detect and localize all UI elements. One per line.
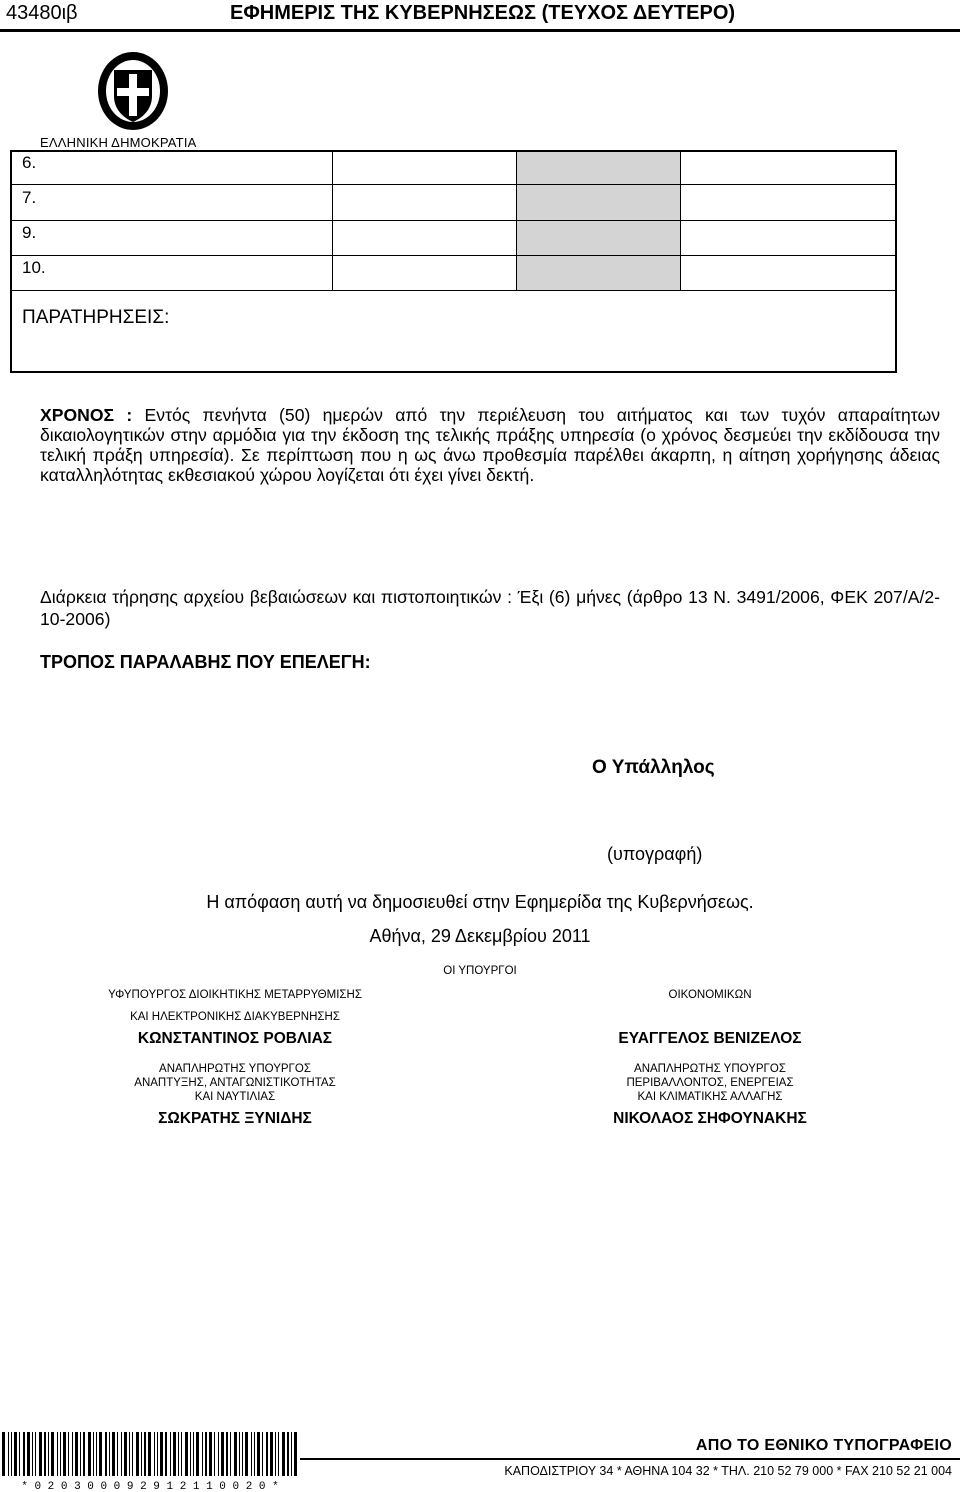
time-paragraph: [40, 405, 940, 485]
column-divider: [332, 152, 333, 290]
barcode-bar: [294, 1432, 297, 1476]
barcode-bar: [154, 1432, 155, 1476]
row-divider: [12, 290, 895, 291]
column-divider: [680, 152, 681, 290]
barcode-bar: [170, 1432, 171, 1476]
remarks-label: ΠΑΡΑΤΗΡΗΣΕΙΣ:: [22, 307, 170, 328]
barcode-digits: * 0 2 0 3 0 0 0 9 2 9 1 2 1 1 0 0 2 0 *: [21, 1481, 279, 1492]
signatory-right-top: [560, 988, 860, 1048]
footer-rule: [300, 1458, 960, 1460]
time-label: ΧΡΟΝΟΣ :: [40, 405, 133, 425]
barcode-bar: [124, 1432, 127, 1476]
signatory-title: ΑΝΑΠΤΥΞΗΣ, ΑΝΤΑΓΩΝΙΣΤΙΚΟΤΗΤΑΣ: [134, 1077, 336, 1089]
barcode-bar: [132, 1432, 133, 1476]
barcode-bar: [2, 1432, 5, 1476]
barcode-bar: [234, 1432, 237, 1476]
row-label: 6.: [22, 153, 37, 172]
signatory-title: ΑΝΑΠΛΗΡΩΤΗΣ ΥΠΟΥΡΓΟΣ: [634, 1063, 786, 1075]
barcode-bar: [44, 1432, 46, 1476]
barcode-bar: [39, 1432, 42, 1476]
print-address: ΚΑΠΟΔΙΣΤΡΙΟΥ 34 * ΑΘΗΝΑ 104 32 * ΤΗΛ. 210 52 79 000 * FAX 210 52 21 004: [504, 1464, 952, 1478]
barcode-bar: [214, 1432, 215, 1476]
signatory-title: ΑΝΑΠΛΗΡΩΤΗΣ ΥΠΟΥΡΓΟΣ: [159, 1063, 311, 1075]
barcode-bar: [27, 1432, 30, 1476]
barcode-bar: [57, 1432, 58, 1476]
barcode-bar: [282, 1432, 285, 1476]
barcode-bar: [230, 1432, 231, 1476]
print-office: ΑΠΟ ΤΟ ΕΘΝΙΚΟ ΤΥΠΟΓΡΑΦΕΙΟ: [695, 1437, 952, 1454]
employee-label: Ο Υπάλληλος: [592, 757, 715, 778]
signatory-title: ΟΙΚΟΝΟΜΙΚΩΝ: [668, 989, 752, 1001]
barcode-bar: [178, 1432, 179, 1476]
barcode-icon: [0, 1432, 300, 1492]
signatory-title: ΠΕΡΙΒΑΛΛΟΝΤΟΣ, ΕΝΕΡΓΕΙΑΣ: [626, 1077, 794, 1089]
barcode-bar: [48, 1432, 49, 1476]
barcode-bar: [291, 1432, 292, 1476]
barcode-bar: [239, 1432, 240, 1476]
barcode-bar: [93, 1432, 94, 1476]
barcode-bar: [63, 1432, 66, 1476]
barcode-bar: [157, 1432, 158, 1476]
retention-paragraph: Διάρκεια τήρησης αρχείου βεβαιώσεων και πιστοποιητικών : Έξι (6) μήνες (άρθρο 13 Ν. 3491/2006, ΦΕΚ 207/Α/2-10-2006): [40, 587, 940, 629]
barcode-bar: [136, 1432, 139, 1476]
form-table: [10, 150, 897, 373]
signatory-left-bottom: [80, 1062, 390, 1128]
time-text: Εντός πενήντα (50) ημερών από την περιέλευση του αιτήματος και των τυχόν απαραίτητων δικαιολογητικών στην αρμόδια για την έκδοση της τελικής πράξης υπηρεσία (ο χρόνος δεσμεύει την εκδίδουσα την τελική πράξη υπηρεσία). Σε περίπτωση που η ως άνω προθεσμία παρέλθει άκαρπη, η αίτηση χορήγησης άδειας καταλληλότητας εκθεσιακού χώρου λογίζεται ότι έχει γίνει δεκτή.: [40, 405, 940, 485]
barcode-bar: [72, 1432, 73, 1476]
barcode-bar: [173, 1432, 176, 1476]
header-rule: [0, 29, 960, 32]
barcode-bar: [254, 1432, 255, 1476]
barcode-bar: [242, 1432, 243, 1476]
barcode-bar: [14, 1432, 17, 1476]
signatory-left-top: [80, 988, 390, 1048]
barcode-bar: [275, 1432, 276, 1476]
barcode-bar: [270, 1432, 273, 1476]
barcode-bar: [165, 1432, 167, 1476]
signature-label: (υπογραφή): [607, 844, 703, 864]
barcode-bar: [144, 1432, 146, 1476]
row-divider: [12, 255, 895, 256]
signatory-title: ΥΦΥΠΟΥΡΓΟΣ ΔΙΟΙΚΗΤΙΚΗΣ ΜΕΤΑΡΡΥΘΜΙΣΗΣ: [108, 989, 362, 1001]
publish-note: Η απόφαση αυτή να δημοσιευθεί στην Εφημερίδα της Κυβερνήσεως.: [206, 892, 754, 912]
row-label: 9.: [22, 223, 37, 242]
barcode-bar: [218, 1432, 219, 1476]
barcode-bar: [141, 1432, 142, 1476]
barcode-bar: [83, 1432, 85, 1476]
barcode-bar: [160, 1432, 163, 1476]
barcode-bar: [23, 1432, 25, 1476]
barcode-bar: [226, 1432, 228, 1476]
barcode-bar: [88, 1432, 91, 1476]
barcode-bar: [11, 1432, 12, 1476]
barcode-bar: [193, 1432, 194, 1476]
ministers-heading: ΟΙ ΥΠΟΥΡΓΟΙ: [443, 965, 517, 977]
signatory-name: ΚΩΝΣΤΑΝΤΙΝΟΣ ΡΟΒΛΙΑΣ: [137, 1030, 333, 1047]
barcode-bar: [35, 1432, 36, 1476]
signatory-title: ΚΑΙ ΚΛΙΜΑΤΙΚΗΣ ΑΛΛΑΓΗΣ: [637, 1091, 783, 1103]
barcode-bar: [75, 1432, 78, 1476]
signatory-title: ΚΑΙ ΗΛΕΚΤΡΟΝΙΚΗΣ ΔΙΑΚΥΒΕΡΝΗΣΗΣ: [130, 1011, 340, 1023]
barcode-bar: [19, 1432, 20, 1476]
greek-coat-of-arms-icon: [96, 50, 170, 132]
barcode-bar: [262, 1432, 263, 1476]
barcode-bar: [196, 1432, 199, 1476]
row-divider: [12, 220, 895, 221]
barcode-bar: [181, 1432, 182, 1476]
barcode-bar: [202, 1432, 203, 1476]
barcode-bar: [257, 1432, 260, 1476]
shaded-column: [516, 152, 680, 290]
signatory-title: ΚΑΙ ΝΑΥΤΙΛΙΑΣ: [194, 1091, 276, 1103]
barcode-bar: [68, 1432, 69, 1476]
barcode-bar: [287, 1432, 289, 1476]
barcode-bar: [209, 1432, 212, 1476]
signatory-name: ΣΩΚΡΑΤΗΣ ΞΥΝΙΔΗΣ: [158, 1110, 312, 1127]
signatory-right-bottom: [560, 1062, 860, 1128]
row-label: 10.: [22, 258, 46, 277]
barcode-bar: [32, 1432, 33, 1476]
barcode-bar: [266, 1432, 268, 1476]
barcode-bar: [121, 1432, 122, 1476]
row-label: 7.: [22, 188, 37, 207]
barcode-bar: [96, 1432, 97, 1476]
republic-caption: ΕΛΛΗΝΙΚΗ ΔΗΜΟΚΡΑΤΙΑ: [40, 135, 197, 150]
signatory-name: ΝΙΚΟΛΑΟΣ ΣΗΦΟΥΝΑΚΗΣ: [613, 1110, 807, 1127]
barcode-bar: [8, 1432, 9, 1476]
barcode-bar: [148, 1432, 151, 1476]
barcode-bar: [251, 1432, 252, 1476]
barcode-bar: [129, 1432, 130, 1476]
signatory-name: ΕΥΑΓΓΕΛΟΣ ΒΕΝΙΖΕΛΟΣ: [618, 1030, 802, 1047]
barcode-bar: [190, 1432, 191, 1476]
barcode-bar: [205, 1432, 207, 1476]
receipt-method-heading: ΤΡΟΠΟΣ ΠΑΡΑΛΑΒΗΣ ΠΟΥ ΕΠΕΛΕΓΗ:: [40, 652, 371, 672]
barcode-bar: [60, 1432, 61, 1476]
barcode-bar: [112, 1432, 115, 1476]
page-number: 43480ιβ: [6, 2, 78, 24]
barcode-bar: [278, 1432, 279, 1476]
place-date: Αθήνα, 29 Δεκεμβρίου 2011: [369, 926, 591, 946]
barcode-bar: [80, 1432, 81, 1476]
barcode-bar: [51, 1432, 54, 1476]
barcode-bar: [109, 1432, 110, 1476]
gazette-title: ΕΦΗΜΕΡΙΣ ΤΗΣ ΚΥΒΕΡΝΗΣΕΩΣ (ΤΕΥΧΟΣ ΔΕΥΤΕΡΟ): [230, 2, 736, 24]
barcode-bar: [245, 1432, 248, 1476]
barcode-bar: [105, 1432, 107, 1476]
barcode-bar: [117, 1432, 118, 1476]
barcode-bar: [185, 1432, 188, 1476]
barcode-bar: [99, 1432, 102, 1476]
column-divider: [516, 152, 517, 290]
barcode-bar: [221, 1432, 224, 1476]
row-divider: [12, 184, 895, 185]
